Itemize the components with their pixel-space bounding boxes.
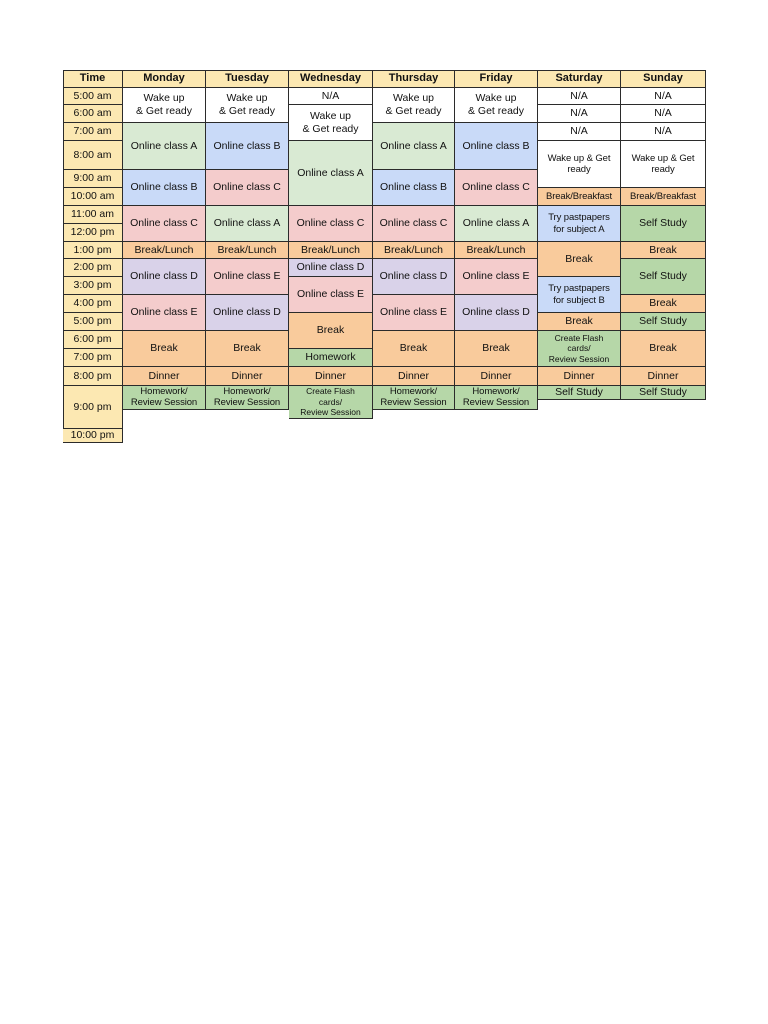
time-label: 4:00 pm — [63, 295, 123, 313]
friday-online-class-c: Online class C — [455, 170, 538, 206]
sunday-break: Break — [621, 331, 706, 367]
saturday-break: Break — [538, 242, 621, 277]
wednesday-online-class-a: Online class A — [289, 141, 373, 206]
monday-break-lunch: Break/Lunch — [123, 242, 206, 259]
saturday-create-flash: Create Flash cards/ Review Session — [538, 331, 621, 367]
time-label: 9:00 am — [63, 170, 123, 188]
saturday-n-a: N/A — [538, 105, 621, 123]
tuesday-dinner: Dinner — [206, 367, 289, 386]
sunday-self-study: Self Study — [621, 259, 706, 295]
tuesday-online-class-e: Online class E — [206, 259, 289, 295]
time-label: 3:00 pm — [63, 277, 123, 295]
monday-break: Break — [123, 331, 206, 367]
wednesday-online-class-d: Online class D — [289, 259, 373, 277]
thursday-online-class-d: Online class D — [373, 259, 455, 295]
sunday-n-a: N/A — [621, 123, 706, 141]
monday-online-class-d: Online class D — [123, 259, 206, 295]
friday-homework: Homework/ Review Session — [455, 386, 538, 410]
sunday-break: Break — [621, 242, 706, 259]
saturday-break: Break — [538, 313, 621, 331]
tuesday-break: Break — [206, 331, 289, 367]
wednesday-break: Break — [289, 313, 373, 349]
time-label: 12:00 pm — [63, 224, 123, 242]
thursday-break: Break — [373, 331, 455, 367]
sunday-n-a: N/A — [621, 88, 706, 105]
time-label: 1:00 pm — [63, 242, 123, 259]
monday-wake-up: Wake up & Get ready — [123, 88, 206, 123]
header-sunday: Sunday — [621, 70, 706, 88]
wednesday-homework: Homework — [289, 349, 373, 367]
time-label: 7:00 am — [63, 123, 123, 141]
sunday-break-breakfast: Break/Breakfast — [621, 188, 706, 206]
monday-online-class-c: Online class C — [123, 206, 206, 242]
wednesday-dinner: Dinner — [289, 367, 373, 386]
monday-homework: Homework/ Review Session — [123, 386, 206, 410]
header-friday: Friday — [455, 70, 538, 88]
thursday-dinner: Dinner — [373, 367, 455, 386]
time-label: 8:00 pm — [63, 367, 123, 386]
sunday-n-a: N/A — [621, 105, 706, 123]
time-label: 11:00 am — [63, 206, 123, 224]
saturday-try-pastpapers: Try pastpapers for subject A — [538, 206, 621, 242]
tuesday-online-class-a: Online class A — [206, 206, 289, 242]
thursday-break-lunch: Break/Lunch — [373, 242, 455, 259]
time-label: 5:00 pm — [63, 313, 123, 331]
wednesday-online-class-e: Online class E — [289, 277, 373, 313]
time-label: 2:00 pm — [63, 259, 123, 277]
header-time: Time — [63, 70, 123, 88]
time-label: 7:00 pm — [63, 349, 123, 367]
time-label: 9:00 pm — [63, 386, 123, 429]
thursday-online-class-b: Online class B — [373, 170, 455, 206]
time-label: 10:00 am — [63, 188, 123, 206]
friday-break-lunch: Break/Lunch — [455, 242, 538, 259]
thursday-online-class-c: Online class C — [373, 206, 455, 242]
saturday-dinner: Dinner — [538, 367, 621, 386]
header-wednesday: Wednesday — [289, 70, 373, 88]
saturday-wake-up-get: Wake up & Get ready — [538, 141, 621, 188]
saturday-break-breakfast: Break/Breakfast — [538, 188, 621, 206]
time-label: 8:00 am — [63, 141, 123, 170]
sunday-dinner: Dinner — [621, 367, 706, 386]
tuesday-homework: Homework/ Review Session — [206, 386, 289, 410]
time-label: 6:00 pm — [63, 331, 123, 349]
sunday-self-study: Self Study — [621, 313, 706, 331]
saturday-try-pastpapers: Try pastpapers for subject B — [538, 277, 621, 313]
header-monday: Monday — [123, 70, 206, 88]
monday-online-class-a: Online class A — [123, 123, 206, 170]
header-thursday: Thursday — [373, 70, 455, 88]
timetable — [63, 70, 706, 441]
tuesday-wake-up: Wake up & Get ready — [206, 88, 289, 123]
friday-wake-up: Wake up & Get ready — [455, 88, 538, 123]
monday-dinner: Dinner — [123, 367, 206, 386]
wednesday-online-class-c: Online class C — [289, 206, 373, 242]
thursday-wake-up: Wake up & Get ready — [373, 88, 455, 123]
wednesday-break-lunch: Break/Lunch — [289, 242, 373, 259]
sunday-break: Break — [621, 295, 706, 313]
time-label: 6:00 am — [63, 105, 123, 123]
wednesday-n-a: N/A — [289, 88, 373, 105]
sunday-self-study: Self Study — [621, 386, 706, 400]
friday-online-class-b: Online class B — [455, 123, 538, 170]
saturday-self-study: Self Study — [538, 386, 621, 400]
friday-online-class-e: Online class E — [455, 259, 538, 295]
sunday-self-study: Self Study — [621, 206, 706, 242]
wednesday-wake-up: Wake up & Get ready — [289, 105, 373, 141]
friday-dinner: Dinner — [455, 367, 538, 386]
friday-break: Break — [455, 331, 538, 367]
time-label: 10:00 pm — [63, 429, 123, 443]
saturday-n-a: N/A — [538, 123, 621, 141]
thursday-online-class-a: Online class A — [373, 123, 455, 170]
sunday-wake-up-get: Wake up & Get ready — [621, 141, 706, 188]
friday-online-class-a: Online class A — [455, 206, 538, 242]
tuesday-online-class-c: Online class C — [206, 170, 289, 206]
header-tuesday: Tuesday — [206, 70, 289, 88]
header-saturday: Saturday — [538, 70, 621, 88]
thursday-homework: Homework/ Review Session — [373, 386, 455, 410]
monday-online-class-b: Online class B — [123, 170, 206, 206]
tuesday-online-class-b: Online class B — [206, 123, 289, 170]
monday-online-class-e: Online class E — [123, 295, 206, 331]
tuesday-break-lunch: Break/Lunch — [206, 242, 289, 259]
thursday-online-class-e: Online class E — [373, 295, 455, 331]
friday-online-class-d: Online class D — [455, 295, 538, 331]
tuesday-online-class-d: Online class D — [206, 295, 289, 331]
wednesday-create-flash: Create Flash cards/ Review Session — [289, 386, 373, 419]
saturday-n-a: N/A — [538, 88, 621, 105]
time-label: 5:00 am — [63, 88, 123, 105]
